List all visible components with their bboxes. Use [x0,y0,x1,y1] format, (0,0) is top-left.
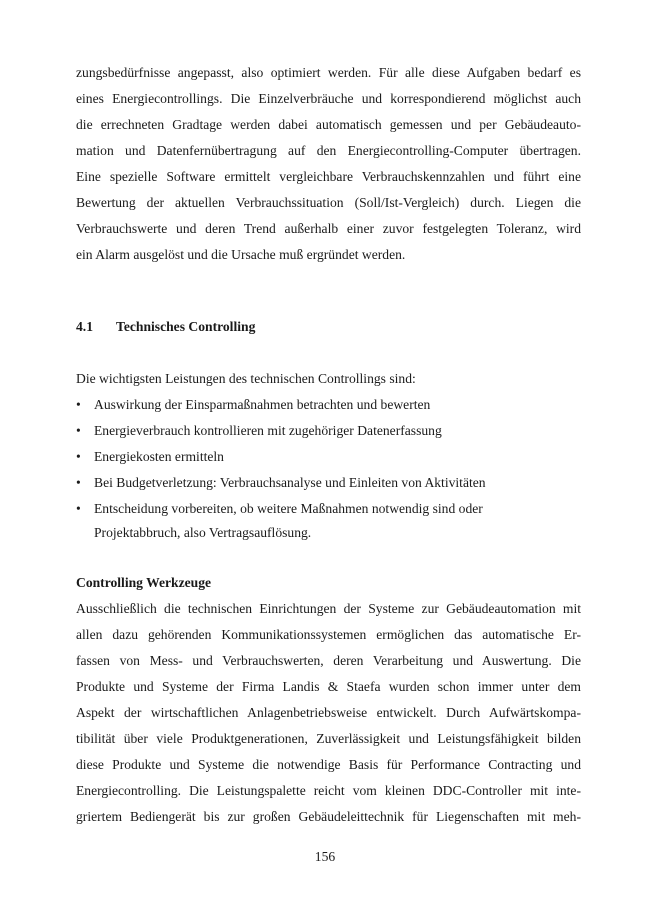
paragraph-1-line: zungsbedürfnisse angepasst, also optimiert werden. Für alle diese Aufgaben bedarf es [76,65,581,80]
paragraph-1-line: eines Energiecontrollings. Die Einzelverbräuche und korrespondierend möglichst auch [76,91,581,106]
bullet-icon: • [76,423,81,438]
paragraph-2-line: Produkte und Systeme der Firma Landis & Staefa wurden schon immer unter dem [76,679,581,694]
list-item-text: Energieverbrauch kontrollieren mit zugehöriger Datenerfassung [94,423,442,438]
section-heading [76,318,255,336]
paragraph-2-line: Ausschließlich die technischen Einrichtungen der Systeme zur Gebäudeautomation mit [76,601,581,616]
paragraph-1-line: Verbrauchswerte und deren Trend außerhalb einer zuvor festgelegten Toleranz, wird [76,221,581,236]
list-item [76,500,483,518]
list-item-text: Bei Budgetverletzung: Verbrauchsanalyse und Einleiten von Aktivitäten [94,475,486,490]
list-item-continuation: Projektabbruch, also Vertragsauflösung. [94,525,312,540]
paragraph-2-line: Aspekt der wirtschaftlichen Anlagenbetriebsweise entwickelt. Durch Aufwärtskompa- [76,705,581,720]
section-title: Technisches Controlling [116,319,256,334]
paragraph-1-line: Bewertung der aktuellen Verbrauchssituation (Soll/Ist-Vergleich) durch. Liegen die [76,195,581,210]
paragraph-2-line: diese Produkte und Systeme die notwendige Basis für Performance Contracting und [76,757,581,772]
paragraph-2-line: Energiecontrolling. Die Leistungspalette reicht vom kleinen DDC-Controller mit inte- [76,783,581,798]
bullet-icon: • [76,449,81,464]
subheading: Controlling Werkzeuge [76,575,212,590]
paragraph-2-line: griertem Bediengerät bis zur großen Gebäudeleittechnik für Liegenschaften mit meh- [76,809,581,824]
bullet-icon: • [76,501,81,516]
list-item [76,396,430,414]
section-number: 4.1 [76,319,93,334]
list-item [76,474,486,492]
paragraph-2-line: fassen von Mess- und Verbrauchswerten, deren Verarbeitung und Auswertung. Die [76,653,581,668]
list-item-text: Entscheidung vorbereiten, ob weitere Maßnahmen notwendig sind oder [94,501,483,516]
bullet-icon: • [76,397,81,412]
list-item-text: Auswirkung der Einsparmaßnahmen betrachten und bewerten [94,397,431,412]
list-item-text: Energiekosten ermitteln [94,449,224,464]
bullet-icon: • [76,475,81,490]
list-item [76,448,224,466]
paragraph-1-line: mation und Datenfernübertragung auf den Energiecontrolling-Computer übertragen. [76,143,581,158]
paragraph-2-line: tibilität über viele Produktgenerationen, Zuverlässigkeit und Leistungsfähigkeit bilden [76,731,581,746]
list-item [76,422,442,440]
page-number: 156 [314,849,336,864]
paragraph-1-line: ein Alarm ausgelöst und die Ursache muß ergründet werden. [76,247,406,262]
paragraph-1-line: Eine spezielle Software ermittelt vergleichbare Verbrauchskennzahlen und führt eine [76,169,581,184]
list-intro: Die wichtigsten Leistungen des technischen Controllings sind: [76,371,416,386]
paragraph-2-line: allen dazu gehörenden Kommunikationssystemen ermöglichen das automatische Er- [76,627,581,642]
paragraph-1-line: die errechneten Gradtage werden dabei automatisch gemessen und per Gebäudeauto- [76,117,581,132]
